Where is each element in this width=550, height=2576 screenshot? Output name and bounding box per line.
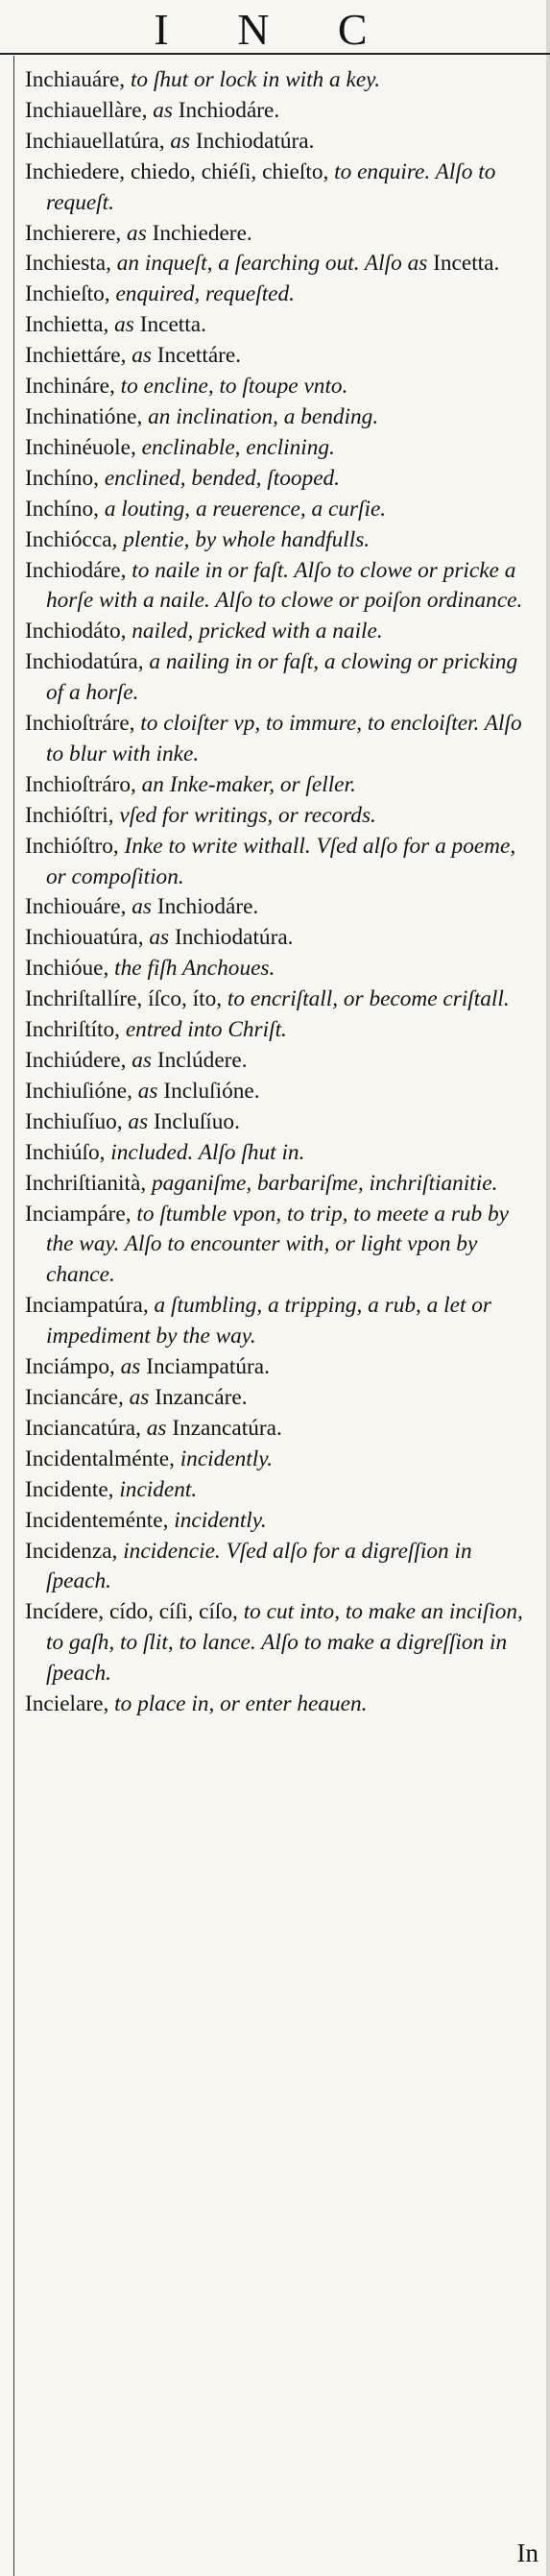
entry-definition: to enquire. Alſo to requeſt. (46, 158, 496, 215)
entry-cross-reference: Incettáre. (156, 343, 242, 369)
entry-definition: paganiſme, barbariſme, inchriſtianitie. (146, 1170, 498, 1196)
running-head: I N C (154, 5, 396, 54)
dictionary-entry (25, 1107, 538, 1138)
entry-headword: Inchieſto, (25, 281, 110, 307)
dictionary-entry (25, 402, 538, 433)
entry-definition: as (143, 925, 175, 951)
entry-cross-reference: Inzancatúra. (172, 1415, 282, 1441)
entry-definition: to place in, or enter heauen. (108, 1691, 368, 1717)
entry-definition: incidently. (168, 1507, 267, 1533)
entry-definition: to naile in or faſt. Alſo to clowe or pricke a horſe with a naile. Alſo to clowe or poiſon ordinance. (46, 557, 523, 614)
entry-headword: Inchiodáre, (25, 557, 127, 583)
entry-definition: incident. (113, 1476, 198, 1502)
dictionary-entry (25, 372, 538, 402)
entry-definition: as (123, 1384, 155, 1410)
dictionary-entry (25, 1291, 538, 1352)
entry-headword: Inchíno, (25, 496, 99, 522)
entry-headword: Inchioſtráre, (25, 711, 135, 737)
dictionary-entry (25, 1200, 538, 1292)
entry-headword: Inchióſtri, (25, 802, 114, 828)
column-rule (13, 56, 14, 2576)
entry-definition: enquired, requeſted. (109, 281, 295, 307)
entry-definition: an inqueſt, a ſearching out. Alſo as (110, 251, 434, 277)
entry-definition: as (164, 128, 196, 154)
entry-headword: Inchriſtianità, (25, 1170, 147, 1196)
entry-cross-reference: Incluſióne. (163, 1078, 260, 1104)
entry-cross-reference: Incetta. (139, 312, 206, 338)
entry-definition: as (147, 97, 179, 123)
entry-headword: Inchiodáto, (25, 619, 127, 644)
entry-definition: a ſtumbling, a tripping, a rub, a let or impediment by the way. (46, 1293, 491, 1349)
catchword: In (516, 2539, 538, 2567)
entry-headword: Inchiauellatúra, (25, 128, 165, 154)
entry-headword: Inchiodatúra, (25, 649, 144, 675)
entry-definition: as (132, 1078, 164, 1104)
entry-headword: Inchierere, (25, 220, 122, 246)
entry-headword: Inchiuſióne, (25, 1078, 132, 1104)
dictionary-entry (25, 1383, 538, 1414)
entry-headword: Inchiuſíuo, (25, 1108, 123, 1134)
entry-definition: to cloiſter vp, to immure, to encloiſter. Alſo to blur with inke. (46, 711, 522, 766)
dictionary-entry (25, 341, 538, 372)
entry-headword: Inciampáre, (25, 1201, 132, 1227)
dictionary-entry (25, 495, 538, 525)
entry-cross-reference: Inchiodatúra. (174, 925, 294, 951)
entry-headword: Incidenteménte, (25, 1507, 169, 1533)
entry-headword: Inchinatióne, (25, 403, 143, 429)
entry-headword: Inchiedere, chiedo, chiéſi, chieſto, (25, 158, 329, 184)
dictionary-entry (25, 1352, 538, 1383)
entry-definition: an inclination, a bending. (142, 403, 379, 429)
entry-cross-reference: Inchiodatúra. (195, 128, 315, 154)
dictionary-entry (25, 1506, 538, 1537)
entry-definition: plentie, by whole handfulls. (117, 526, 371, 552)
entry-headword: Inchioſtráro, (25, 771, 136, 797)
entry-definition: included. Alſo ſhut in. (105, 1139, 305, 1165)
entry-cross-reference: Incetta. (433, 251, 500, 277)
entry-definition: incidencie. Vſed alſo for a digreſſion in ſpeach. (46, 1538, 472, 1594)
head-rule (0, 53, 550, 55)
entry-definition: vſed for writings, or records. (113, 802, 376, 828)
dictionary-entry (25, 249, 538, 279)
entry-definition: as (108, 312, 140, 338)
dictionary-entry (25, 770, 538, 801)
page-edge (546, 0, 550, 2576)
entry-headword: Inchiócca, (25, 526, 118, 552)
entry-definition: entred into Chriſt. (120, 1017, 287, 1043)
entry-definition: incidently. (174, 1446, 274, 1471)
dictionary-column (25, 65, 538, 1720)
dictionary-entry (25, 433, 538, 464)
entry-cross-reference: Inciampatúra. (146, 1354, 270, 1380)
dictionary-entry (25, 310, 538, 341)
dictionary-entry (25, 984, 538, 1015)
entry-cross-reference: Inchiodáre. (178, 97, 280, 123)
entry-definition: to ſtumble vpon, to trip, to meete a rub by the way. Alſo to encounter with, or light vpon by chance. (46, 1201, 509, 1288)
entry-headword: Incídere, cído, cíſi, cíſo, (25, 1599, 238, 1625)
entry-headword: Inchriſtallíre, íſco, íto, (25, 986, 223, 1012)
dictionary-entry (25, 556, 538, 618)
entry-definition: nailed, pricked with a naile. (126, 619, 383, 644)
dictionary-entry (25, 1597, 538, 1689)
entry-definition: Inke to write withall. Vſed alſo for a poeme, or compoſition. (46, 833, 516, 889)
dictionary-entry (25, 1169, 538, 1200)
dictionary-entry (25, 647, 538, 709)
entry-definition: an Inke-maker, or ſeller. (135, 771, 356, 797)
entry-headword: Inchiauáre, (25, 67, 126, 92)
entry-cross-reference: Inclúdere. (156, 1048, 248, 1073)
dictionary-entry (25, 1689, 538, 1720)
dictionary-entry (25, 617, 538, 647)
entry-headword: Inciancáre, (25, 1384, 124, 1410)
entry-headword: Incidentalménte, (25, 1446, 175, 1471)
dictionary-entry (25, 1046, 538, 1077)
dictionary-entry (25, 1475, 538, 1506)
dictionary-entry (25, 1445, 538, 1475)
entry-headword: Inchiettáre, (25, 343, 127, 369)
entry-headword: Inchiúſo, (25, 1139, 106, 1165)
entry-definition: as (140, 1415, 173, 1441)
entry-definition: to encline, to ſtoupe vnto. (114, 374, 348, 400)
entry-definition: as (121, 220, 153, 246)
entry-cross-reference: Incluſíuo. (153, 1108, 240, 1134)
entry-definition: to encriſtall, or become criſtall. (222, 986, 510, 1012)
dictionary-entry (25, 127, 538, 158)
dictionary-entry (25, 96, 538, 127)
entry-headword: Inciampatúra, (25, 1293, 149, 1319)
entry-definition: as (126, 1048, 157, 1073)
entry-headword: Inchiouatúra, (25, 925, 144, 951)
dictionary-entry (25, 464, 538, 495)
entry-headword: Inchióſtro, (25, 833, 119, 859)
dictionary-entry (25, 892, 538, 923)
entry-definition: enclinable, enclining. (135, 434, 335, 460)
dictionary-entry (25, 1414, 538, 1445)
entry-headword: Inciámpo, (25, 1354, 115, 1380)
entry-cross-reference: Inchiodáre. (156, 894, 259, 920)
entry-headword: Incidente, (25, 1476, 114, 1502)
entry-definition: as (126, 343, 157, 369)
dictionary-entry (25, 158, 538, 219)
entry-headword: Inchiauellàre, (25, 97, 148, 123)
entry-headword: Inchináre, (25, 374, 115, 400)
dictionary-entry (25, 709, 538, 770)
entry-headword: Inchiúdere, (25, 1048, 127, 1073)
dictionary-entry (25, 832, 538, 893)
entry-definition: to cut into, to make an inciſion, to gaſh, to ſlit, to lance. Alſo to make a digreſſion in ſpeach. (46, 1599, 523, 1687)
dictionary-entry (25, 279, 538, 310)
entry-headword: Incielare, (25, 1691, 109, 1717)
entry-definition: enclined, bended, ſtooped. (99, 465, 341, 491)
entry-definition: as (122, 1108, 154, 1134)
entry-cross-reference: Inzancáre. (155, 1384, 248, 1410)
entry-definition: as (126, 894, 157, 920)
entry-definition: the fiſh Anchoues. (108, 956, 275, 982)
entry-definition: a nailing in or faſt, a clowing or pricking of a horſe. (46, 649, 518, 706)
dictionary-entry (25, 65, 538, 96)
dictionary-entry (25, 1138, 538, 1169)
entry-headword: Inchióue, (25, 956, 109, 982)
dictionary-entry (25, 954, 538, 984)
dictionary-entry (25, 219, 538, 250)
entry-headword: Inchiouáre, (25, 894, 127, 920)
entry-headword: Inchiesta, (25, 251, 111, 277)
dictionary-entry (25, 1077, 538, 1107)
entry-definition: as (114, 1354, 147, 1380)
dictionary-entry (25, 801, 538, 832)
entry-headword: Inchíno, (25, 465, 99, 491)
dictionary-entry (25, 1015, 538, 1046)
entry-cross-reference: Inchiedere. (152, 220, 252, 246)
entry-definition: a louting, a reuerence, a curſie. (99, 496, 387, 522)
dictionary-entry (25, 923, 538, 954)
entry-headword: Inchinéuole, (25, 434, 136, 460)
entry-headword: Inciancatúra, (25, 1415, 141, 1441)
entry-headword: Incidenza, (25, 1538, 118, 1564)
entry-definition: to ſhut or lock in with a key. (125, 67, 381, 92)
entry-headword: Inchietta, (25, 312, 109, 338)
entry-headword: Inchriſtíto, (25, 1017, 120, 1043)
dictionary-entry (25, 1537, 538, 1598)
dictionary-entry (25, 525, 538, 556)
